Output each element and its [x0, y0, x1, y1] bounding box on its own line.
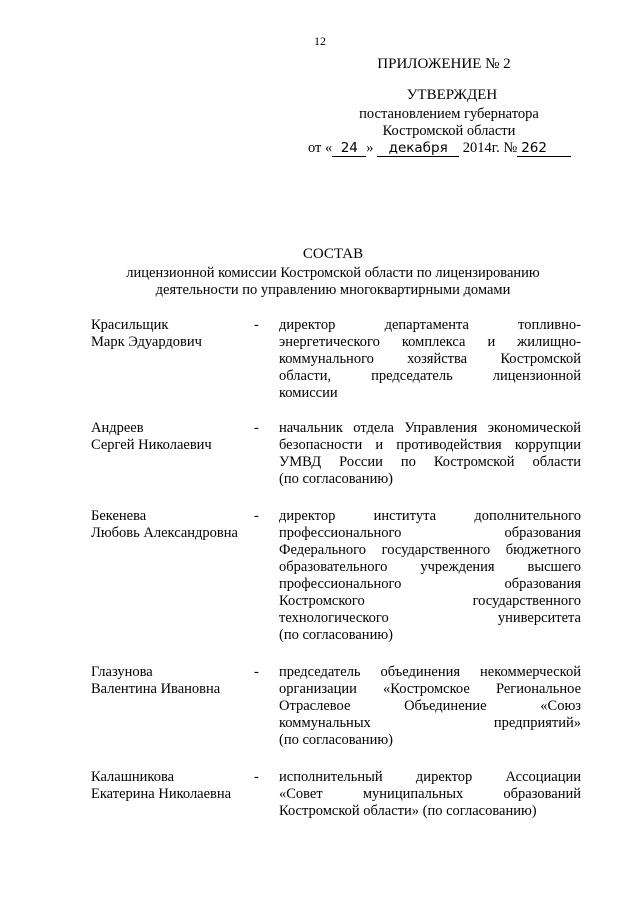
member-name [91, 769, 261, 803]
member-role [279, 420, 581, 488]
member-name [91, 317, 261, 351]
role-line: председатель объединения некоммерческой [279, 664, 581, 680]
role-line: Костромской области» (по согласованию) [279, 803, 537, 819]
role-line: (по согласованию) [279, 627, 393, 643]
role-line: коммунальных предприятий» [279, 715, 581, 731]
role-line: безопасности и противодействия коррупции [279, 437, 581, 453]
date-month: декабря [377, 141, 459, 157]
role-line: УМВД России по Костромской области [279, 454, 581, 470]
role-line: Костромского государственного [279, 593, 581, 609]
role-line: коммунального хозяйства Костромской [279, 351, 581, 367]
member-surname: Калашникова [91, 769, 175, 785]
role-line: директор департамента топливно- [279, 317, 581, 333]
role-line: организации «Костромское Региональное [279, 681, 581, 697]
members-list [91, 317, 581, 820]
role-line: энергетического комплекса и жилищно- [279, 334, 581, 350]
role-line: Отраслевое Объединение «Союз [279, 698, 581, 714]
member-entry [91, 317, 581, 402]
member-given-names: Марк Эдуардович [91, 334, 202, 350]
role-line: области, председатель лицензионной [279, 368, 581, 384]
title-line-1: лицензионной комиссии Костромской области по лицензированию [126, 264, 540, 281]
member-given-names: Любовь Александровна [91, 525, 238, 541]
member-surname: Андреев [91, 420, 144, 436]
member-entry [91, 769, 581, 820]
title-heading: СОСТАВ [302, 246, 364, 262]
member-surname: Глазунова [91, 664, 153, 680]
member-role [279, 317, 581, 402]
member-name [91, 664, 261, 698]
appendix-label: ПРИЛОЖЕНИЕ № 2 [377, 56, 511, 72]
approval-line-2: Костромской области [382, 123, 516, 139]
member-given-names: Екатерина Николаевна [91, 786, 232, 802]
role-line: комиссии [279, 385, 338, 401]
member-given-names: Сергей Николаевич [91, 437, 212, 453]
member-dash: - [254, 769, 259, 785]
member-surname: Красильщик [91, 317, 169, 333]
date-year: 2014г. № [462, 140, 518, 156]
page-number: 12 [314, 34, 326, 48]
decree-number: 262 [517, 141, 571, 157]
member-dash: - [254, 664, 259, 680]
date-day: 24 [332, 141, 366, 157]
member-dash: - [254, 420, 259, 436]
member-dash: - [254, 317, 259, 333]
member-surname: Бекенева [91, 508, 147, 524]
member-name [91, 420, 261, 454]
role-line: технологического университета [279, 610, 581, 626]
role-line: (по согласованию) [279, 732, 393, 748]
role-line: (по согласованию) [279, 471, 393, 487]
member-dash: - [254, 508, 259, 524]
role-line: исполнительный директор Ассоциации [279, 769, 581, 785]
member-entry [91, 508, 581, 644]
approval-block [300, 56, 580, 157]
approval-line-1: постановлением губернатора [359, 106, 539, 122]
role-line: профессионального образования [279, 576, 581, 592]
role-line: профессионального образования [279, 525, 581, 541]
member-role [279, 769, 581, 820]
document-title [60, 246, 606, 300]
member-entry [91, 664, 581, 749]
member-role [279, 508, 581, 644]
role-line: образовательного учреждения высшего [279, 559, 581, 575]
approved-label: УТВЕРЖДЕН [406, 87, 498, 103]
title-line-2: деятельности по управлению многоквартирными домами [155, 282, 511, 298]
member-given-names: Валентина Ивановна [91, 681, 221, 697]
approval-date-line [308, 140, 580, 157]
member-role [279, 664, 581, 749]
member-entry [91, 420, 581, 488]
role-line: Федерального государственного бюджетного [279, 542, 581, 558]
role-line: начальник отдела Управления экономической [279, 420, 581, 436]
member-name [91, 508, 261, 542]
role-line: «Совет муниципальных образований [279, 786, 581, 802]
role-line: директор института дополнительного [279, 508, 581, 524]
date-mid: » [366, 140, 374, 156]
date-prefix: от « [308, 140, 333, 156]
